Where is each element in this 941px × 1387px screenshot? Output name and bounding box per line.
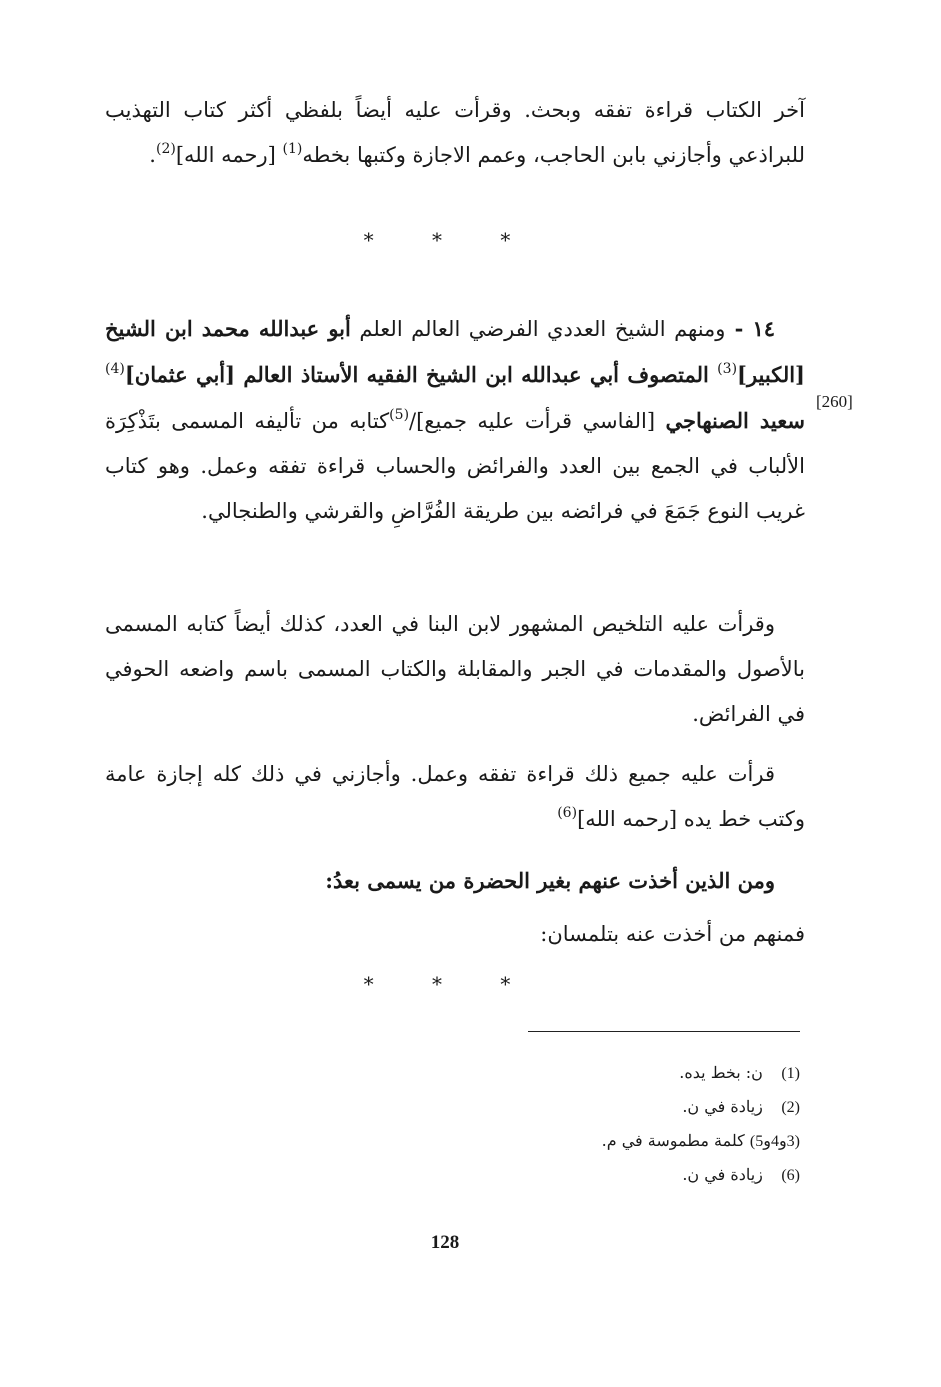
paragraph-text: ومنهم الشيخ العددي الفرضي العالم العلم [350, 317, 726, 341]
paragraph-text: قرأت عليه جميع ذلك قراءة تفقه وعمل. وأجازني في ذلك كله إجازة عامة وكتب خط يده [رحمه الله] [105, 762, 805, 831]
paragraph-text: كتابه من تأليفه المسمى بتَذْكِرَة الألباب في الجمع بين العدد والفرائض والحساب قراءة تفقه وعمل. وهو كتاب غريب النوع جَمَعَ في فرائضه بين طريقة الفُرَّاضِ والقرشي والطنجالي. [105, 409, 805, 523]
footnote [682, 1164, 800, 1187]
footnote-ref-1: (1) [282, 141, 303, 157]
entry-14-paragraph [105, 306, 805, 534]
section-separator: * * * [363, 972, 537, 996]
paragraph-text: فمنهم من أخذت عنه بتلمسان: [540, 922, 805, 946]
paragraph-text: ومن الذين أخذت عنهم بغير الحضرة من يسمى بعدُ: [325, 868, 775, 893]
footnote-text: ن: بخط يده. [679, 1063, 763, 1082]
footnote-text: كلمة مطموسة في م. [601, 1131, 745, 1150]
entry-number: ١٤ - [725, 316, 775, 341]
paragraph-text: آخر الكتاب قراءة تفقه وبحث. وقرأت عليه أيضاً بلفظي أكثر كتاب التهذيب للبراذعي وأجازني بابن الحاجب، وعمم الاجازة وكتبها بخطه [105, 98, 805, 167]
scholar-name: المتصوف أبي عبدالله ابن الشيخ الفقيه الأستاذ العالم [أبي عثمان] [124, 362, 718, 387]
footnote-number: (2) [781, 1099, 800, 1116]
paragraph-continuation [105, 88, 805, 178]
footnote-ref-6: (6) [557, 805, 578, 821]
paragraph [105, 752, 805, 842]
page-number: 128 [430, 1232, 460, 1253]
footnote-ref-3: (3) [717, 361, 738, 377]
footnote [679, 1062, 800, 1085]
paragraph-text: . [149, 143, 156, 167]
section-intro [105, 858, 805, 903]
footnote-number: (6) [781, 1167, 800, 1184]
paragraph [105, 602, 805, 737]
footnote-text: زيادة في ن. [682, 1165, 763, 1184]
section-separator: * * * [363, 228, 537, 252]
footnote-divider [528, 1031, 800, 1032]
section-intro [105, 912, 805, 957]
paragraph-text: [الفاسي قرأت عليه جميع]/ [409, 409, 666, 433]
footnote-number: (1) [781, 1065, 800, 1082]
footnote-ref-4: (4) [105, 361, 125, 377]
footnote-ref-5: (5) [389, 407, 410, 423]
margin-page-marker: [260] [816, 392, 853, 411]
scholar-name: أبو عبدالله محمد ابن الشيخ [الكبير] [105, 316, 805, 387]
footnote-ref-2: (2) [155, 141, 176, 157]
footnote-number: (3و4و5) [749, 1133, 800, 1150]
footnote-text: زيادة في ن. [682, 1097, 763, 1116]
paragraph-text: [رحمه الله] [175, 143, 283, 167]
footnote [682, 1096, 800, 1119]
footnote [602, 1130, 800, 1153]
paragraph-text: وقرأت عليه التلخيص المشهور لابن البنا في العدد، كذلك أيضاً كتابه المسمى بالأصول والمقدمات في الجبر والمقابلة والكتاب المسمى باسم واضعه الحوفي في الفرائض. [105, 612, 805, 726]
scholar-name: سعيد الصنهاجي [665, 408, 805, 433]
